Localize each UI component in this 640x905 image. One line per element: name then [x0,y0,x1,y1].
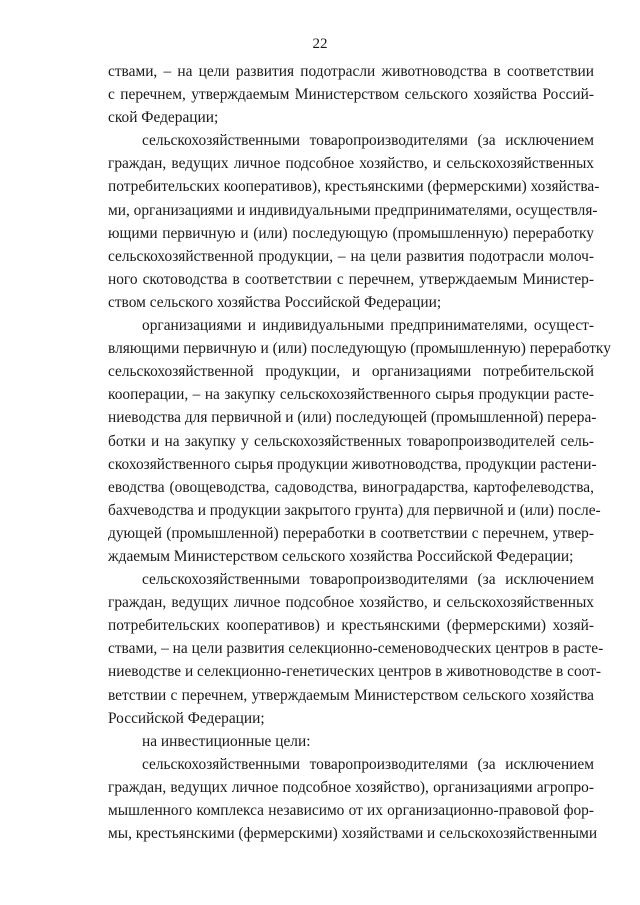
text-line: сельскохозяйственной продукции, – на цели развития подотрасли молоч- [108,247,594,265]
text-line: еводства (овощеводства, садоводства, виноградарства, картофелеводства, [108,478,594,496]
text-line: граждан, ведущих личное подсобное хозяйство), организациями агропро- [108,778,594,796]
text-line: мы, крестьянскими (фермерскими) хозяйствами и сельскохозяйственными [108,825,598,843]
page-number: 22 [312,36,328,52]
text-line: ской Федерации; [108,109,219,127]
text-line: мышленного комплекса независимо от их организационно-правовой фор- [108,802,594,819]
text-line: скохозяйственного сырья продукции животноводства, продукции растени- [108,455,597,473]
document-body [108,60,611,845]
text-line: ми, организациями и индивидуальными предпринимателями, осуществля- [108,201,598,219]
text-line: граждан, ведущих личное подсобное хозяйство, и сельскохозяйственных [108,155,594,173]
text-line: ботки и на закупку у сельскохозяйственных товаропроизводителей сель- [108,432,594,450]
text-line: дующей (промышленной) переработки в соответствии с перечнем, утвер- [108,524,594,542]
text-line: сельскохозяйственными товаропроизводителями (за исключением [142,132,594,150]
text-line: ветствии с перечнем, утверждаемым Министерством сельского хозяйства [108,686,594,704]
text-line: Российской Федерации; [108,709,265,727]
text-line: ниеводстве и селекционно-генетических центров в животноводстве в соот- [108,663,602,681]
text-line: ниеводства для первичной и (или) последующей (промышленной) перера- [108,409,597,427]
text-line: кооперации, – на закупку сельскохозяйственного сырья продукции расте- [108,386,594,404]
text-line: ного скотоводства в соответствии с перечнем, утверждаемым Министер- [108,270,594,288]
text-line: организациями и индивидуальными предпринимателями, осущест- [142,317,594,335]
text-line: вляющими первичную и (или) последующую (промышленную) переработку [108,340,611,358]
text-line: на инвестиционные цели: [142,732,311,750]
text-line: сельскохозяйственными товаропроизводителями (за исключением [142,571,594,589]
text-line: сельскохозяйственными товаропроизводителями (за исключением [142,755,594,773]
text-line: потребительских кооперативов) и крестьянскими (фермерскими) хозяй- [108,617,594,635]
text-line: ждаемым Министерством сельского хозяйства Российской Федерации; [108,547,574,565]
text-line: ствами, – на цели развития селекционно-семеноводческих центров в расте- [108,640,604,658]
text-line: бахчеводства и продукции закрытого грунта) для первичной и (или) после- [108,501,601,519]
text-line: ствами, – на цели развития подотрасли животноводства в соответствии [108,63,594,80]
text-line: потребительских кооперативов), крестьянскими (фермерскими) хозяйства- [108,178,600,196]
text-line: ством сельского хозяйства Российской Федерации; [108,293,442,311]
text-line: граждан, ведущих личное подсобное хозяйство, и сельскохозяйственных [108,594,594,612]
text-line: с перечнем, утверждаемым Министерством сельского хозяйства Россий- [108,86,594,104]
text-line: сельскохозяйственной продукции, и организациями потребительской [108,363,594,381]
text-line: ющими первичную и (или) последующую (промышленную) переработку [108,224,594,242]
